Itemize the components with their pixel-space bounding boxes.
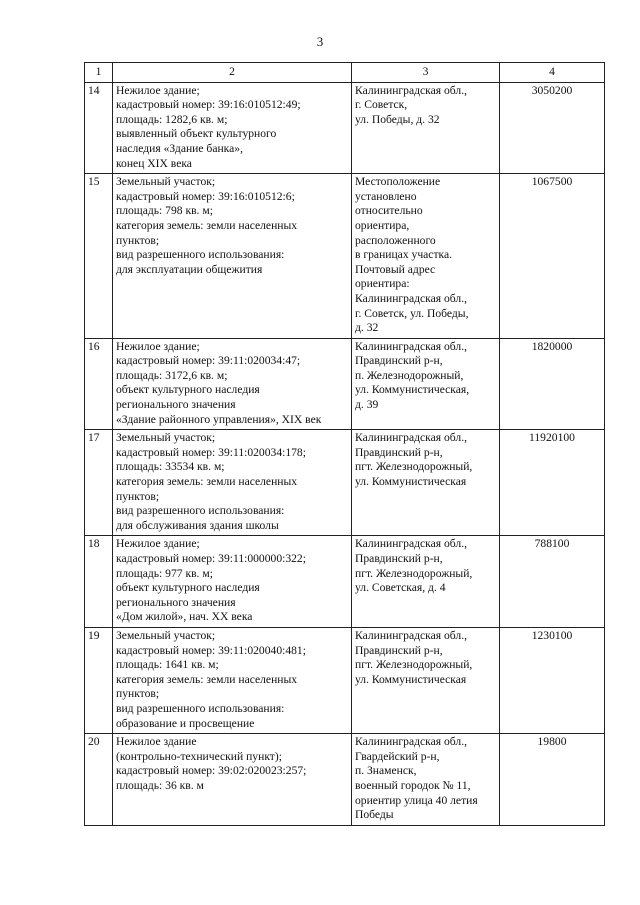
property-value: 788100 [500,536,605,628]
property-value: 3050200 [500,82,605,174]
property-value: 11920100 [500,430,605,536]
property-description: Нежилое здание; кадастровый номер: 39:16:010512:49; площадь: 1282,6 кв. м; выявленный объект культурного наследия «Здание банка», конец XIX века [113,82,352,174]
table-row [85,174,605,339]
property-description: Земельный участок; кадастровый номер: 39:16:010512:6; площадь: 798 кв. м; категория земель: земли населенных пунктов; вид разрешенного использования: для эксплуатации общежития [113,174,352,339]
page-number: 3 [316,34,324,49]
row-number: 14 [85,82,113,174]
property-location: Калининградская обл., Правдинский р-н, пгт. Железнодорожный, ул. Коммунистическая [352,627,500,733]
table-row [85,627,605,733]
property-location: Калининградская обл., Правдинский р-н, пгт. Железнодорожный, ул. Советская, д. 4 [352,536,500,628]
property-value: 1067500 [500,174,605,339]
property-location: Местоположение установлено относительно ориентира, расположенного в границах участка. Почтовый адрес ориентира: Калининградская обл., г. Советск, ул. Победы, д. 32 [352,174,500,339]
property-description: Земельный участок; кадастровый номер: 39:11:020034:178; площадь: 33534 кв. м; категория земель: земли населенных пунктов; вид разрешенного использования: для обслуживания здания школы [113,430,352,536]
row-number: 20 [85,734,113,826]
column-header-4: 4 [500,63,605,83]
row-number: 19 [85,627,113,733]
row-number: 17 [85,430,113,536]
property-description: Нежилое здание; кадастровый номер: 39:11:020034:47; площадь: 3172,6 кв. м; объект культурного наследия регионального значения «Здание районного управления», XIX век [113,338,352,430]
property-value: 19800 [500,734,605,826]
row-number: 18 [85,536,113,628]
property-description: Нежилое здание (контрольно-технический пункт); кадастровый номер: 39:02:020023:257; площадь: 36 кв. м [113,734,352,826]
table-header-row [85,63,605,83]
property-description: Земельный участок; кадастровый номер: 39:11:020040:481; площадь: 1641 кв. м; категория земель: земли населенных пунктов; вид разрешенного использования: образование и просвещение [113,627,352,733]
table-row [85,338,605,430]
column-header-1: 1 [85,63,113,83]
table-row [85,536,605,628]
property-value: 1230100 [500,627,605,733]
row-number: 15 [85,174,113,339]
column-header-3: 3 [352,63,500,83]
property-value: 1820000 [500,338,605,430]
table-row [85,82,605,174]
table-row [85,734,605,826]
property-location: Калининградская обл., Правдинский р-н, пгт. Железнодорожный, ул. Коммунистическая [352,430,500,536]
property-location: Калининградская обл., Гвардейский р-н, п. Знаменск, военный городок № 11, ориентир улица 40 летия Победы [352,734,500,826]
property-table [84,62,605,826]
column-header-2: 2 [113,63,352,83]
row-number: 16 [85,338,113,430]
property-location: Калининградская обл., Правдинский р-н, п. Железнодорожный, ул. Коммунистическая, д. 39 [352,338,500,430]
property-location: Калининградская обл., г. Советск, ул. Победы, д. 32 [352,82,500,174]
property-description: Нежилое здание; кадастровый номер: 39:11:000000:322; площадь: 977 кв. м; объект культурного наследия регионального значения «Дом жилой», нач. XX века [113,536,352,628]
table-row [85,430,605,536]
